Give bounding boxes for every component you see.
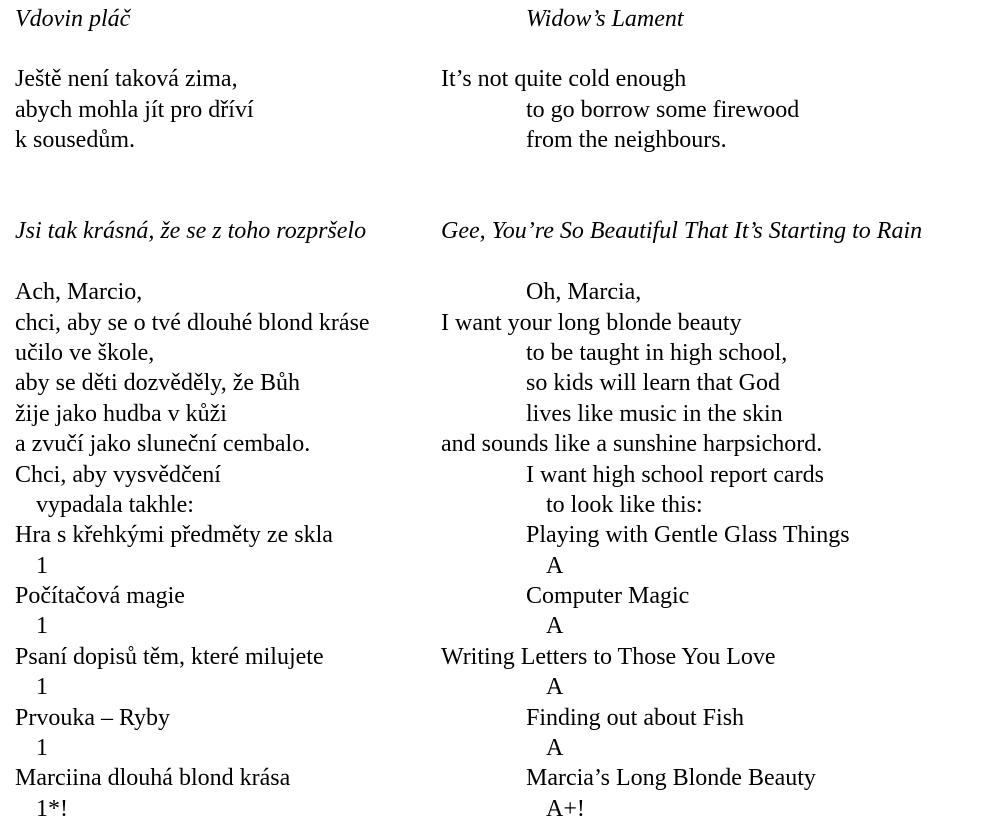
poem2-english-line-15: Finding out about Fish: [526, 705, 745, 731]
poem2-english-line-8: to look like this:: [546, 492, 703, 518]
poem1-czech-line-1: Ještě není taková zima,: [15, 66, 238, 92]
poem2-czech-line-3: učilo ve škole,: [15, 340, 155, 366]
poem2-czech-grade-1: 1: [36, 553, 48, 579]
poem1-english-line-2: to go borrow some firewood: [526, 97, 800, 123]
poem1-czech-title: Vdovin pláč: [15, 6, 131, 32]
poem2-czech-line-11: Počítačová magie: [15, 583, 185, 609]
poem2-english-grade-5: A+!: [546, 796, 585, 822]
poem2-czech-line-13: Psaní dopisů těm, které milujete: [15, 644, 324, 670]
poem1-english-line-3: from the neighbours.: [526, 127, 727, 153]
poem2-czech-grade-3: 1: [36, 674, 48, 700]
poem2-english-line-2: I want your long blonde beauty: [441, 310, 742, 336]
poem2-english-grade-3: A: [546, 674, 564, 700]
poem2-czech-grade-2: 1: [36, 613, 48, 639]
poem2-czech-line-8: vypadala takhle:: [36, 492, 194, 518]
poem2-english-line-4: so kids will learn that God: [526, 370, 780, 396]
poem1-czech-line-2: abych mohla jít pro dříví: [15, 97, 254, 123]
poem2-czech-line-2: chci, aby se o tvé dlouhé blond kráse: [15, 310, 370, 336]
poem2-english-line-13: Writing Letters to Those You Love: [441, 644, 776, 670]
poem2-czech-title: Jsi tak krásná, že se z toho rozpršelo: [15, 218, 367, 244]
poem2-czech-line-4: aby se děti dozvěděly, že Bůh: [15, 370, 301, 396]
poem2-czech-line-7: Chci, aby vysvědčení: [15, 462, 221, 488]
poem2-english-grade-1: A: [546, 553, 564, 579]
poem2-czech-line-6: a zvučí jako sluneční cembalo.: [15, 431, 311, 457]
poem2-czech-grade-4: 1: [36, 735, 48, 761]
poem2-english-line-6: and sounds like a sunshine harpsichord.: [441, 431, 823, 457]
poem2-czech-line-17: Marciina dlouhá blond krása: [15, 765, 291, 791]
poem2-czech-line-15: Prvouka – Ryby: [15, 705, 171, 731]
poem2-english-line-11: Computer Magic: [526, 583, 690, 609]
poem2-czech-grade-5: 1*!: [36, 796, 68, 822]
poem2-czech-line-9: Hra s křehkými předměty ze skla: [15, 522, 333, 548]
poem2-english-line-5: lives like music in the skin: [526, 401, 783, 427]
poem2-english-title: Gee, You’re So Beautiful That It’s Starting to Rain: [441, 218, 923, 244]
poem2-english-grade-2: A: [546, 613, 564, 639]
poem2-english-line-17: Marcia’s Long Blonde Beauty: [526, 765, 816, 791]
poem1-english-title: Widow’s Lament: [526, 6, 684, 32]
poem2-english-line-7: I want high school report cards: [526, 462, 824, 488]
poem1-czech-line-3: k sousedům.: [15, 127, 135, 153]
poem2-czech-line-5: žije jako hudba v kůži: [15, 401, 227, 427]
poem2-english-line-1: Oh, Marcia,: [526, 279, 642, 305]
poem1-english-line-1: It’s not quite cold enough: [441, 66, 687, 92]
poem2-czech-line-1: Ach, Marcio,: [15, 279, 143, 305]
poem2-english-grade-4: A: [546, 735, 564, 761]
poem2-english-line-3: to be taught in high school,: [526, 340, 788, 366]
poem2-english-line-9: Playing with Gentle Glass Things: [526, 522, 850, 548]
